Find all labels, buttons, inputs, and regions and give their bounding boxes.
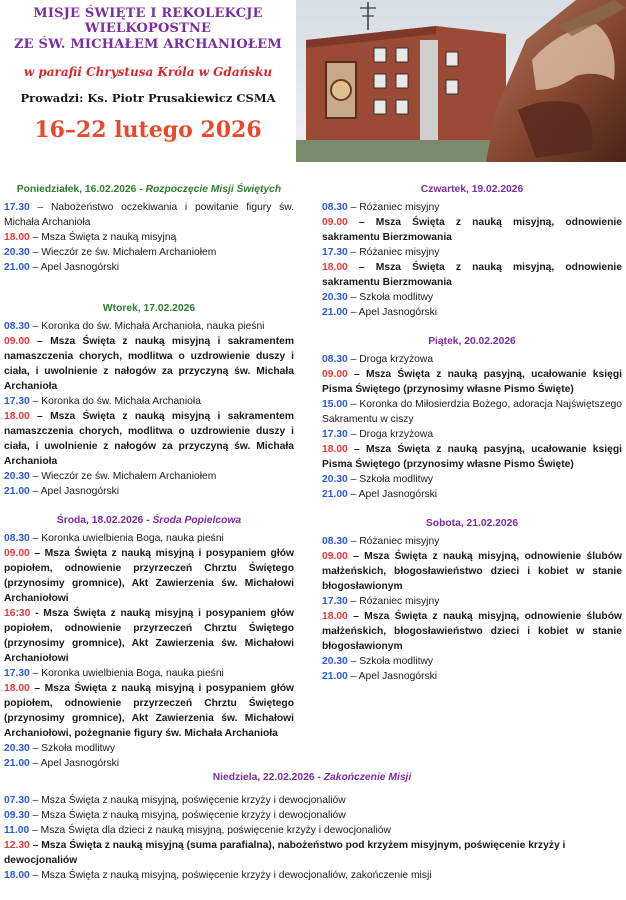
item-separator: – bbox=[347, 671, 359, 682]
item-separator: – bbox=[347, 474, 360, 485]
day-date: Środa, 18.02.2026 - bbox=[56, 515, 153, 526]
schedule-item bbox=[4, 469, 294, 484]
item-separator: – bbox=[29, 870, 42, 881]
item-text: Szkoła modlitwy bbox=[359, 474, 434, 485]
schedule-item bbox=[4, 793, 620, 808]
item-separator: – bbox=[347, 247, 360, 258]
day-monday bbox=[4, 182, 294, 275]
day-heading bbox=[322, 334, 622, 349]
item-text: Różaniec misyjny bbox=[359, 536, 440, 547]
item-text: Koronka do Miłosierdzia Bożego, adoracja Najświętszego Sakramentu w ciszy bbox=[322, 399, 623, 425]
item-separator: – bbox=[29, 683, 45, 694]
item-text: Msza Święta z nauką pasyjną, ucałowanie księgi Pisma Świętego (przynosimy własne Pismo Święte) bbox=[322, 444, 623, 470]
schedule-item bbox=[322, 200, 622, 215]
item-text: Apel Jasnogórski bbox=[40, 262, 120, 273]
item-separator: – bbox=[347, 444, 366, 455]
schedule-item bbox=[322, 549, 622, 594]
schedule-item bbox=[322, 654, 622, 669]
item-time: 09.00 bbox=[322, 217, 348, 228]
item-separator: – bbox=[347, 656, 360, 667]
schedule-item bbox=[322, 290, 622, 305]
schedule-item bbox=[4, 838, 620, 868]
item-separator: – bbox=[29, 471, 42, 482]
item-time: 09.00 bbox=[4, 336, 30, 347]
item-time: 08.30 bbox=[322, 202, 348, 213]
item-separator: – bbox=[347, 611, 365, 622]
leader-name: Prowadzi: Ks. Piotr Prusakiewicz CSMA bbox=[20, 91, 276, 105]
parish-name: w parafii Chrystusa Króla w Gdańsku bbox=[23, 65, 273, 79]
item-separator: – bbox=[347, 551, 365, 562]
item-text: Msza Święta z nauką misyjną (suma parafialna), nabożeństwo pod krzyżem misyjnym, poświęcenie krzyży i dewocjonaliów bbox=[4, 840, 566, 866]
item-time: 09.00 bbox=[4, 548, 30, 559]
day-date: Sobota, 21.02.2026 bbox=[425, 518, 519, 529]
item-time: 18.00 bbox=[4, 232, 30, 243]
item-separator: – bbox=[347, 262, 376, 273]
item-time: 18.00 bbox=[4, 683, 30, 694]
schedule-item bbox=[322, 427, 622, 442]
schedule-item bbox=[322, 534, 622, 549]
item-time: 12.30 bbox=[4, 840, 30, 851]
item-text: Różaniec misyjny bbox=[359, 247, 440, 258]
item-text: Szkoła modlitwy bbox=[359, 292, 434, 303]
item-text: Msza Święta z nauką misyjną, odnowienie sakramentu Bierzmowania bbox=[322, 262, 622, 288]
item-time: 08.30 bbox=[4, 321, 30, 332]
item-separator: - bbox=[30, 608, 44, 619]
schedule-item bbox=[322, 442, 622, 472]
item-separator: – bbox=[29, 486, 41, 497]
day-sunday bbox=[4, 770, 620, 883]
day-heading bbox=[4, 182, 294, 197]
item-text: Msza Święta z nauką pasyjną, ucałowanie księgi Pisma Świętego (przynosimy własne Pismo Święte) bbox=[322, 369, 623, 395]
item-text: Koronka do św. Michała Archanioła bbox=[41, 396, 201, 407]
schedule-item bbox=[4, 741, 294, 756]
item-text: Droga krzyżowa bbox=[359, 429, 434, 440]
schedule-item bbox=[322, 397, 622, 427]
schedule-item bbox=[4, 606, 294, 666]
item-time: 11.00 bbox=[4, 825, 30, 836]
item-time: 21.00 bbox=[322, 671, 348, 682]
item-separator: – bbox=[29, 758, 41, 769]
item-text: Apel Jasnogórski bbox=[358, 489, 438, 500]
item-time: 08.30 bbox=[322, 536, 348, 547]
schedule-item bbox=[4, 319, 294, 334]
item-text: Szkoła modlitwy bbox=[41, 743, 116, 754]
day-thursday bbox=[322, 182, 622, 320]
item-time: 17.30 bbox=[4, 668, 30, 679]
item-separator: – bbox=[347, 307, 359, 318]
day-heading bbox=[4, 513, 294, 528]
item-separator: – bbox=[29, 262, 41, 273]
schedule-item bbox=[322, 352, 622, 367]
item-time: 20.30 bbox=[4, 247, 30, 258]
item-text: Msza Święta z nauką misyjną, odnowienie ślubów małżeńskich, błogosławieństwo dzieci i kobiet w stanie błogosławionym bbox=[322, 551, 622, 592]
day-heading bbox=[322, 516, 622, 531]
item-time: 20.30 bbox=[4, 743, 30, 754]
item-text: Msza Święta z nauką misyjną i sakramentem namaszczenia chorych, modlitwa o uzdrowienie duszy i ciała, i uwolnienie z nałogów za przyczyną św. Michała Archanioła bbox=[4, 336, 294, 392]
schedule-item bbox=[4, 394, 294, 409]
item-time: 21.00 bbox=[4, 262, 30, 273]
schedule-item bbox=[4, 681, 294, 741]
schedule-item bbox=[4, 260, 294, 275]
schedule-item bbox=[4, 409, 294, 469]
item-time: 21.00 bbox=[4, 486, 30, 497]
item-separator: – bbox=[29, 202, 51, 213]
schedule-item bbox=[4, 245, 294, 260]
item-text: Apel Jasnogórski bbox=[358, 671, 438, 682]
item-time: 17.30 bbox=[4, 202, 30, 213]
schedule-item bbox=[322, 305, 622, 320]
item-separator: – bbox=[347, 489, 359, 500]
day-heading bbox=[4, 770, 620, 785]
day-heading bbox=[4, 301, 294, 316]
schedule-item bbox=[322, 215, 622, 245]
item-time: 20.30 bbox=[322, 292, 348, 303]
item-time: 16:30 bbox=[4, 608, 31, 619]
item-separator: – bbox=[29, 533, 42, 544]
schedule-item bbox=[322, 367, 622, 397]
item-time: 18.00 bbox=[322, 262, 348, 273]
item-separator: – bbox=[347, 217, 376, 228]
schedule-item bbox=[4, 823, 620, 838]
item-time: 20.30 bbox=[322, 474, 348, 485]
item-separator: – bbox=[347, 202, 360, 213]
item-text: Szkoła modlitwy bbox=[359, 656, 434, 667]
item-text: Msza Święta z nauką misyjną i posypaniem głów popiołem, odnowienie przyrzeczeń Chrztu Świętego (przynosimy gromnice), Akt Zawierzenia św. Michałowi Archaniołowi, pożegnanie figury św. Michała Archanioła bbox=[4, 683, 294, 739]
item-time: 17.30 bbox=[322, 247, 348, 258]
day-tuesday bbox=[4, 301, 294, 499]
item-separator: – bbox=[29, 795, 42, 806]
item-separator: – bbox=[29, 668, 42, 679]
schedule-item bbox=[322, 669, 622, 684]
item-text: Msza Święta z nauką misyjną i sakramentem namaszczenia chorych, modlitwa o uzdrowienie duszy i ciała, i uwolnienie z nałogów za przyczyną św. Michała Archanioła bbox=[4, 411, 294, 467]
item-separator: – bbox=[347, 399, 360, 410]
item-time: 08.30 bbox=[322, 354, 348, 365]
item-text: Msza Święta z nauką misyjną, odnowienie ślubów małżeńskich, błogosławieństwo dzieci i kobiet w stanie błogosławionym bbox=[322, 611, 622, 652]
item-time: 18.00 bbox=[322, 444, 348, 455]
item-text: Apel Jasnogórski bbox=[40, 486, 120, 497]
item-time: 21.00 bbox=[4, 758, 30, 769]
item-text: Nabożeństwo oczekiwania i powitanie figury św. Michała Archanioła bbox=[4, 202, 294, 228]
item-time: 09.00 bbox=[322, 551, 348, 562]
day-date: Wtorek, 17.02.2026 bbox=[102, 303, 196, 314]
poster-header bbox=[0, 0, 626, 162]
item-separator: – bbox=[29, 548, 45, 559]
item-time: 18.00 bbox=[4, 411, 30, 422]
day-subtitle: Rozpoczęcie Misji Świętych bbox=[145, 184, 282, 195]
item-text: Msza Święta z nauką misyjną, poświęcenie krzyży i dewocjonaliów bbox=[41, 795, 346, 806]
item-separator: – bbox=[347, 429, 360, 440]
item-text: Msza Święta z nauką misyjną i posypaniem głów popiołem, odnowienie przyrzeczeń Chrztu Świętego (przynosimy gromnice), Akt Zawierzenia św. Michałowi Archaniołowi bbox=[4, 608, 294, 664]
item-time: 07.30 bbox=[4, 795, 30, 806]
item-time: 20.30 bbox=[4, 471, 30, 482]
title-line-2: ZE ŚW. MICHAŁEM ARCHANIOŁEM bbox=[13, 37, 282, 52]
item-text: Droga krzyżowa bbox=[359, 354, 434, 365]
item-separator: – bbox=[347, 292, 360, 303]
item-text: Różaniec misyjny bbox=[359, 202, 440, 213]
item-time: 09.30 bbox=[4, 810, 30, 821]
item-text: Msza Święta z nauką misyjną, odnowienie sakramentu Bierzmowania bbox=[322, 217, 622, 243]
day-date: Czwartek, 19.02.2026 bbox=[420, 184, 524, 195]
schedule-item bbox=[4, 334, 294, 394]
item-separator: – bbox=[29, 321, 42, 332]
item-time: 17.30 bbox=[4, 396, 30, 407]
item-time: 18.00 bbox=[4, 870, 30, 881]
schedule-item bbox=[4, 868, 620, 883]
day-subtitle: Zakończenie Misji bbox=[323, 772, 412, 783]
item-separator: – bbox=[29, 396, 42, 407]
item-text: Wieczór ze św. Michałem Archaniołem bbox=[41, 247, 217, 258]
schedule-item bbox=[4, 484, 294, 499]
schedule-item bbox=[322, 245, 622, 260]
item-text: Msza Święta dla dzieci z nauką misyjną, poświęcenie krzyży i dewocjonaliów bbox=[40, 825, 391, 836]
item-separator: – bbox=[29, 336, 51, 347]
item-time: 18.00 bbox=[322, 611, 348, 622]
item-separator: – bbox=[347, 369, 366, 380]
item-time: 09.00 bbox=[322, 369, 348, 380]
day-saturday bbox=[322, 516, 622, 684]
schedule-item bbox=[4, 531, 294, 546]
schedule-item bbox=[322, 260, 622, 290]
item-text: Msza Święta z nauką misyjną, poświęcenie krzyży i dewocjonaliów, zakończenie misji bbox=[41, 870, 432, 881]
right-column bbox=[322, 182, 622, 698]
schedule-item bbox=[4, 546, 294, 606]
item-time: 15.00 bbox=[322, 399, 348, 410]
item-text: Różaniec misyjny bbox=[359, 596, 440, 607]
church-photo-image bbox=[296, 0, 626, 162]
day-date: Niedziela, 22.02.2026 - bbox=[212, 772, 324, 783]
item-time: 08.30 bbox=[4, 533, 30, 544]
item-separator: – bbox=[29, 743, 42, 754]
item-text: Koronka uwielbienia Boga, nauka pieśni bbox=[41, 668, 224, 679]
schedule-item bbox=[4, 666, 294, 681]
item-time: 20.30 bbox=[322, 656, 348, 667]
item-separator: – bbox=[29, 247, 42, 258]
day-date: Piątek, 20.02.2026 bbox=[428, 336, 516, 347]
item-text: Msza Święta z nauką misyjną i posypaniem głów popiołem, odnowienie przyrzeczeń Chrztu Świętego (przynosimy gromnice), Akt Zawierzenia św. Michałowi Archaniołowi bbox=[4, 548, 294, 604]
item-text: Msza Święta z nauką misyjną, poświęcenie krzyży i dewocjonaliów bbox=[41, 810, 346, 821]
item-text: Msza Święta z nauką misyjną bbox=[41, 232, 177, 243]
item-text: Wieczór ze św. Michałem Archaniołem bbox=[41, 471, 217, 482]
title-line-1: MISJE ŚWIĘTE I REKOLEKCJE WIELKOPOSTNE bbox=[33, 6, 263, 36]
item-text: Koronka do św. Michała Archanioła, nauka pieśni bbox=[41, 321, 265, 332]
schedule-item bbox=[4, 756, 294, 771]
item-text: Apel Jasnogórski bbox=[358, 307, 438, 318]
left-column bbox=[4, 182, 294, 785]
schedule-item bbox=[322, 472, 622, 487]
item-separator: – bbox=[347, 536, 360, 547]
day-date: Poniedziałek, 16.02.2026 - bbox=[16, 184, 146, 195]
item-separator: – bbox=[29, 232, 42, 243]
item-separator: – bbox=[347, 354, 360, 365]
event-dates: 16–22 lutego 2026 bbox=[34, 117, 262, 143]
item-time: 17.30 bbox=[322, 596, 348, 607]
schedule-item bbox=[322, 487, 622, 502]
schedule-item bbox=[322, 609, 622, 654]
item-separator: – bbox=[29, 810, 42, 821]
item-separator: – bbox=[29, 840, 42, 851]
item-time: 21.00 bbox=[322, 489, 348, 500]
item-text: Koronka uwielbienia Boga, nauka pieśni bbox=[41, 533, 224, 544]
item-time: 21.00 bbox=[322, 307, 348, 318]
schedule-item bbox=[4, 808, 620, 823]
item-time: 17.30 bbox=[322, 429, 348, 440]
item-separator: – bbox=[29, 411, 51, 422]
church-photo bbox=[296, 0, 626, 162]
schedule-item bbox=[4, 230, 294, 245]
item-separator: – bbox=[347, 596, 360, 607]
schedule-item bbox=[4, 200, 294, 230]
day-subtitle: Środa Popielcowa bbox=[152, 515, 242, 526]
day-friday bbox=[322, 334, 622, 502]
day-wednesday bbox=[4, 513, 294, 771]
item-separator: – bbox=[29, 825, 41, 836]
schedule-item bbox=[322, 594, 622, 609]
day-heading bbox=[322, 182, 622, 197]
item-text: Apel Jasnogórski bbox=[40, 758, 120, 769]
